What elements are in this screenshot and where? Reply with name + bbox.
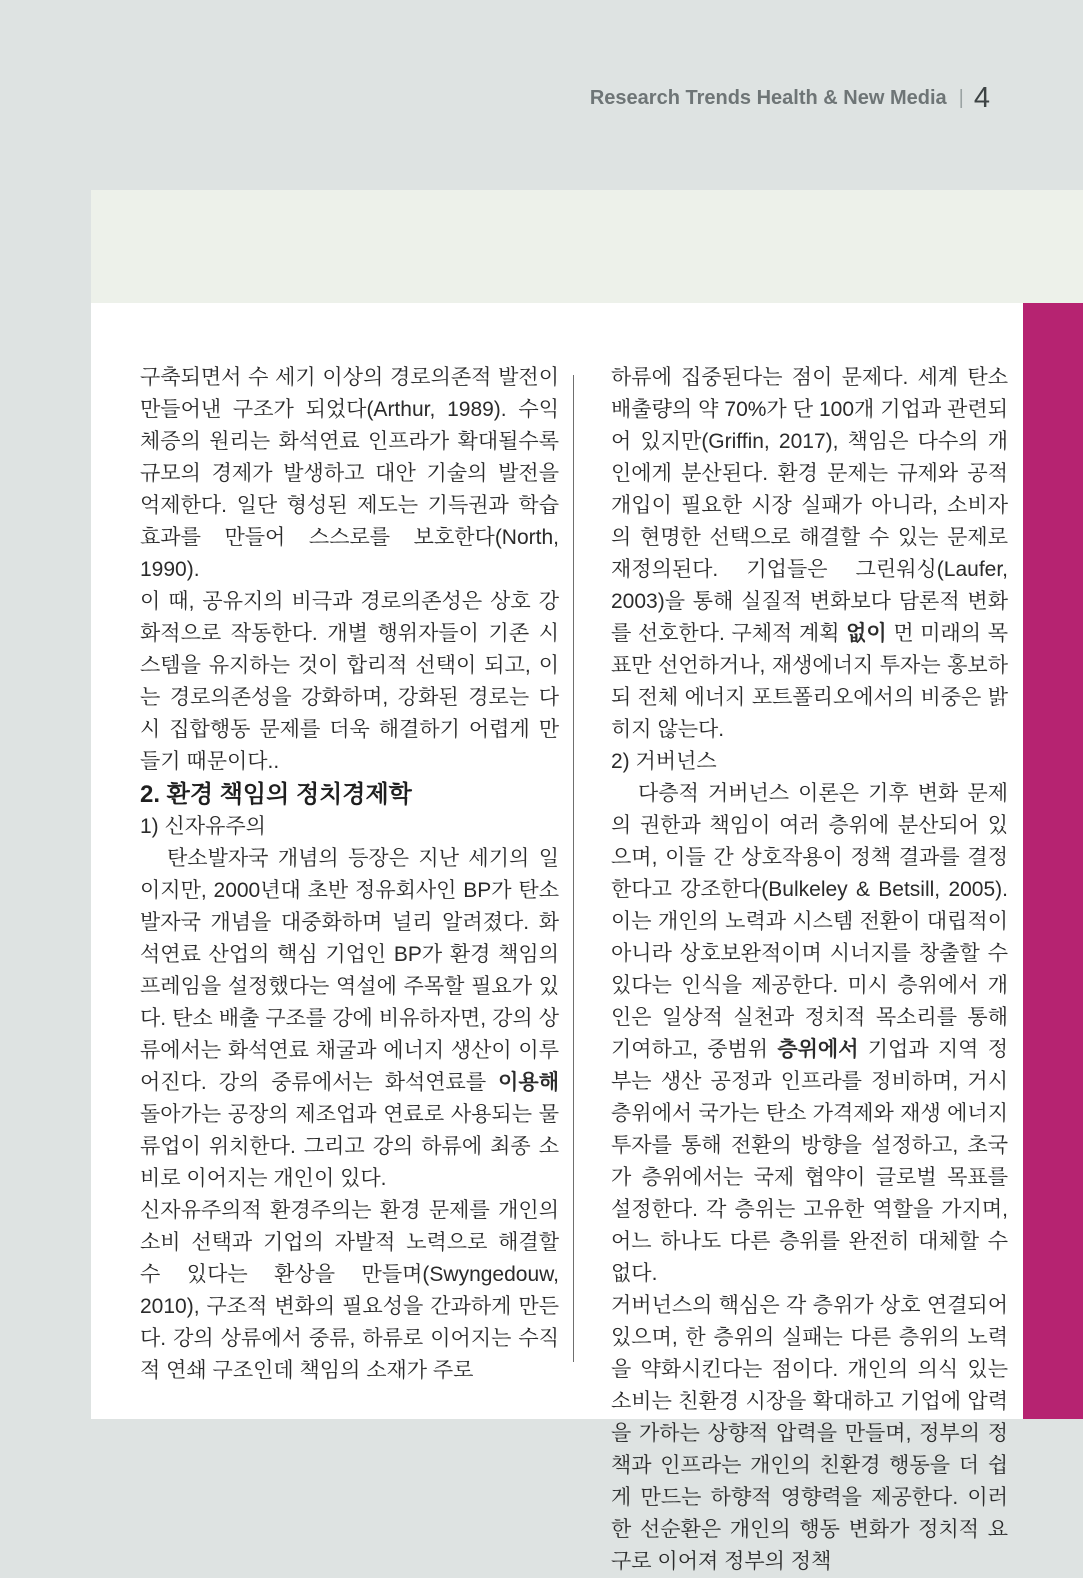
text-run: 먼 미래의 목표만 선언하거나, 재생에너지 투자는 홍보하되 전체 에너지 포트폴리오에서의 비중은 밝히지 않는다. — [611, 622, 1008, 741]
emphasized-text: 이용해 — [498, 1071, 559, 1094]
body-paragraph — [611, 1290, 1008, 1578]
text-run: 탄소발자국 개념의 등장은 지난 세기의 일이지만, 2000년대 초반 정유회사인 BP가 탄소발자국 개념을 대중화하며 널리 알려졌다. 화석연료 산업의 핵심 기업인 BP가 환경 책임의 프레임을 설정했다는 역설에 주목할 필요가 있다. 탄소 배출 구조를 강에 비유하자면, 강의 상류에서는 화석연료 채굴과 에너지 생산이 이루어진다. 강의 중류에서는 화석연료를 — [140, 847, 559, 1094]
right-column — [611, 362, 1008, 1578]
text-run: 이 때, 공유지의 비극과 경로의존성은 상호 강화적으로 작동한다. 개별 행위자들이 기존 시스템을 유지하는 것이 합리적 선택이 되고, 이는 경로의존성을 강화하며, 강화된 경로는 다시 집합행동 문제를 더욱 해결하기 어렵게 만들기 때문이다.. — [140, 590, 559, 773]
text-run: 2) 거버넌스 — [611, 750, 717, 773]
text-run: 다층적 거버넌스 이론은 기후 변화 문제의 권한과 책임이 여러 층위에 분산되어 있으며, 이들 간 상호작용이 정책 결과를 결정한다고 강조한다(Bulkeley & Betsill, 2005). 이는 개인의 노력과 시스템 전환이 대립적이 아니라 상호보완적이며 시너지를 창출할 수 있다는 인식을 제공한다. 미시 층위에서 개인은 일상적 실천과 정치적 목소리를 통해 기여하고, 중범위 — [611, 782, 1008, 1061]
page-header — [590, 82, 990, 115]
text-run: 기업과 지역 정부는 생산 공정과 인프라를 정비하며, 거시 층위에서 국가는 탄소 가격제와 재생 에너지 투자를 통해 전환의 방향을 설정하고, 초국가 층위에서는 국제 협약이 글로벌 목표를 설정한다. 각 층위는 고유한 역할을 가지며, 어느 하나도 다른 층위를 완전히 대체할 수 없다. — [611, 1038, 1008, 1285]
body-paragraph — [140, 843, 559, 1195]
content-sheet — [91, 190, 1083, 1573]
emphasized-text: 층위에서 — [777, 1038, 859, 1061]
text-run: 1) 신자유주의 — [140, 815, 266, 838]
page-number: 4 — [973, 82, 990, 114]
accent-bar — [1023, 303, 1083, 1419]
text-run: 2. 환경 책임의 정치경제학 — [140, 781, 412, 808]
body-paragraph — [140, 586, 559, 778]
text-run: 거버넌스의 핵심은 각 층위가 상호 연결되어 있으며, 한 층위의 실패는 다른 층위의 노력을 약화시킨다는 점이다. 개인의 의식 있는 소비는 친환경 시장을 확대하고 기업에 압력을 가하는 상향적 압력을 만들며, 정부의 정책과 인프라는 개인의 친환경 행동을 더 쉽게 만드는 하향적 영향력을 제공한다. 이러한 선순환은 개인의 행동 변화가 정치적 요구로 이어져 정부의 정책 — [611, 1294, 1008, 1573]
left-column — [140, 362, 559, 1387]
header-separator: | — [958, 87, 964, 109]
section-heading — [140, 778, 559, 811]
body-paragraph — [140, 1195, 559, 1387]
text-run: 하류에 집중된다는 점이 문제다. 세계 탄소 배출량의 약 70%가 단 100개 기업과 관련되어 있지만(Griffin, 2017), 책임은 다수의 개인에게 분산된다. 환경 문제는 규제와 공적 개입이 필요한 시장 실패가 아니라, 소비자의 현명한 선택으로 해결할 수 있는 문제로 재정의된다. 기업들은 그린워싱(Laufer, 2003)을 통해 실질적 변화보다 담론적 변화를 선호한다. 구체적 계획 — [611, 366, 1008, 645]
sub-heading — [140, 811, 559, 843]
text-run: 신자유주의적 환경주의는 환경 문제를 개인의 소비 선택과 기업의 자발적 노력으로 해결할 수 있다는 환상을 만들며(Swyngedouw, 2010), 구조적 변화의 필요성을 간과하게 만든다. 강의 상류에서 중류, 하류로 이어지는 수직적 연쇄 구조인데 책임의 소재가 주로 — [140, 1199, 559, 1382]
text-run: 구축되면서 수 세기 이상의 경로의존적 발전이 만들어낸 구조가 되었다(Arthur, 1989). 수익 체증의 원리는 화석연료 인프라가 확대될수록 규모의 경제가 발생하고 대안 기술의 발전을 억제한다. 일단 형성된 제도는 기득권과 학습 효과를 만들어 스스로를 보호한다(North, 1990). — [140, 366, 559, 581]
body-paragraph — [140, 362, 559, 586]
sheet-top-band — [91, 190, 1083, 303]
column-divider — [573, 375, 574, 1362]
sub-heading — [611, 746, 1008, 778]
body-paragraph — [611, 362, 1008, 746]
body-paragraph — [611, 778, 1008, 1290]
text-run: 돌아가는 공장의 제조업과 연료로 사용되는 물류업이 위치한다. 그리고 강의 하류에 최종 소비로 이어지는 개인이 있다. — [140, 1103, 559, 1190]
journal-title: Research Trends Health & New Media — [589, 87, 947, 109]
emphasized-text: 없이 — [846, 622, 887, 645]
